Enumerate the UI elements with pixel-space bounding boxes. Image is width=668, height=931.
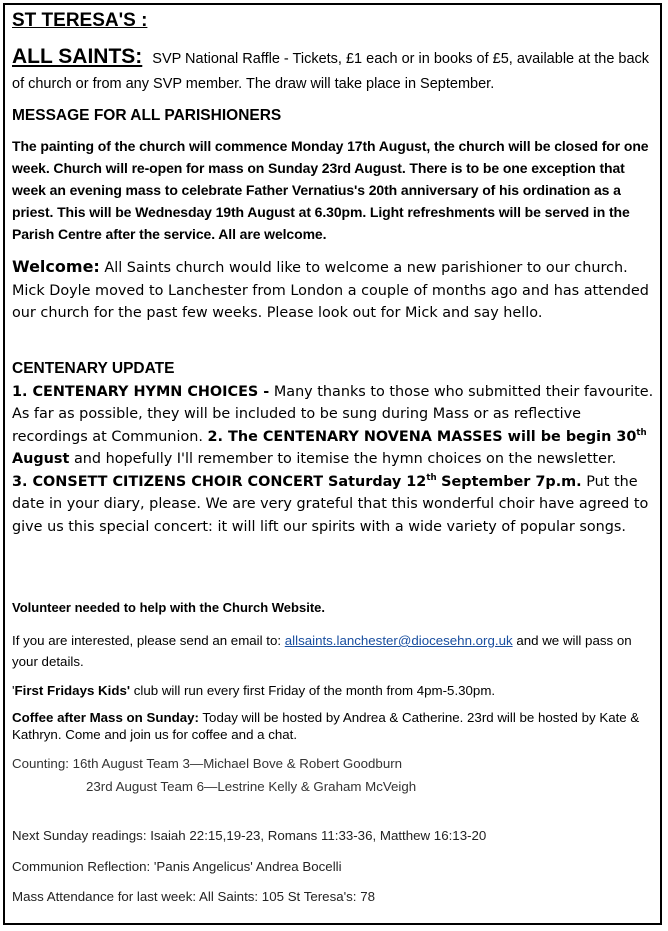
counting-team-1: 16th August Team 3—Michael Bove & Robert Goodburn [72, 756, 403, 771]
interested-text-after: and we will pass on your details. [12, 633, 632, 669]
centenary-item-3-lead: 3. CONSETT CITIZENS CHOIR CONCERT Saturday 12 [12, 473, 427, 490]
website-interest-text [12, 630, 658, 672]
mass-attendance: Mass Attendance for last week: All Saints: 105 St Teresa's: 78 [12, 889, 375, 904]
first-fridays-quote: ' [12, 683, 15, 698]
centenary-item-1-text: Many thanks to those who submitted their favourite. As far as possible, they will be included to be sung during Mass or as reflective recordings at Communion. [12, 383, 654, 445]
coffee-text: Today will be hosted by Andrea & Catherine. 23rd will be hosted by Kate & Kathryn. Come and join us for coffee and a chat. [12, 710, 640, 742]
message-body: The painting of the church will commence Monday 17th August, the church will be closed for one week. Church will re-open for mass on Sunday 23rd August. There is to be one exception that week an evening mass to celebrate Father Vernatius's 20th anniversary of his ordination as a priest. This will be Wednesday 19th August at 6.30pm. Light refreshments will be served in the Parish Centre after the service. All are welcome. [12, 138, 649, 242]
welcome-section [12, 256, 658, 325]
communion-reflection: Communion Reflection: 'Panis Angelicus' Andrea Bocelli [12, 859, 342, 874]
centenary-item-3-text: Put the date in your diary, please. We are very grateful that this wonderful choir have agreed to give us this special concert: it will lift our spirits with a wide variety of popular songs. [12, 473, 649, 535]
centenary-section [12, 358, 658, 538]
welcome-text: All Saints church would like to welcome a new parishioner to our church. Mick Doyle moved to Lanchester from London a couple of months ago and has attended our church for the past few weeks. Please look out for Mick and say hello. [12, 260, 649, 321]
centenary-item-2-lead: 2. The CENTENARY NOVENA MASSES will be begin 30 [207, 428, 637, 445]
volunteer-heading: Volunteer needed to help with the Church Website. [12, 600, 325, 615]
centenary-heading: CENTENARY UPDATE [12, 360, 175, 377]
centenary-item-3-sup: th [426, 472, 437, 483]
centenary-item-2-text: and hopefully I'll remember to itemise the hymn choices on the newsletter. [73, 451, 617, 467]
next-sunday-readings: Next Sunday readings: Isaiah 22:15,19-23, Romans 11:33-36, Matthew 16:13-20 [12, 828, 487, 843]
centenary-item-1-lead: 1. CENTENARY HYMN CHOICES - [12, 383, 270, 400]
centenary-item-2-lead-end: August [12, 451, 70, 467]
first-fridays-lead: First Fridays Kids' [14, 683, 131, 698]
all-saints-section [12, 44, 658, 97]
counting-label: Counting: [12, 756, 69, 771]
counting-section [12, 752, 658, 798]
counting-team-2: 23rd August Team 6—Lestrine Kelly & Graham McVeigh [86, 779, 417, 794]
interested-text-before: If you are interested, please send an email to: [12, 633, 282, 648]
centenary-item-1 [12, 381, 658, 471]
coffee-lead: Coffee after Mass on Sunday: [12, 710, 199, 725]
counting-line-1 [12, 752, 658, 775]
svp-raffle-text: SVP National Raffle - Tickets, £1 each or in books of £5, available at the back of church or from any SVP member. The draw will take place in September. [12, 51, 650, 92]
welcome-lead: Welcome: [12, 257, 100, 276]
st-teresas-heading: ST TERESA'S : [12, 10, 148, 31]
centenary-item-3 [12, 471, 658, 539]
first-fridays-notice [12, 683, 658, 698]
first-fridays-text: club will run every first Friday of the month from 4pm-5.30pm. [133, 683, 496, 698]
email-link[interactable]: allsaints.lanchester@diocesehn.org.uk [284, 633, 513, 648]
all-saints-heading: ALL SAINTS: [12, 45, 143, 68]
coffee-notice [12, 709, 658, 743]
message-heading: MESSAGE FOR ALL PARISHIONERS [12, 107, 282, 124]
centenary-item-2-sup: th [636, 427, 647, 438]
centenary-item-3-lead-end: September 7p.m. [441, 473, 582, 490]
